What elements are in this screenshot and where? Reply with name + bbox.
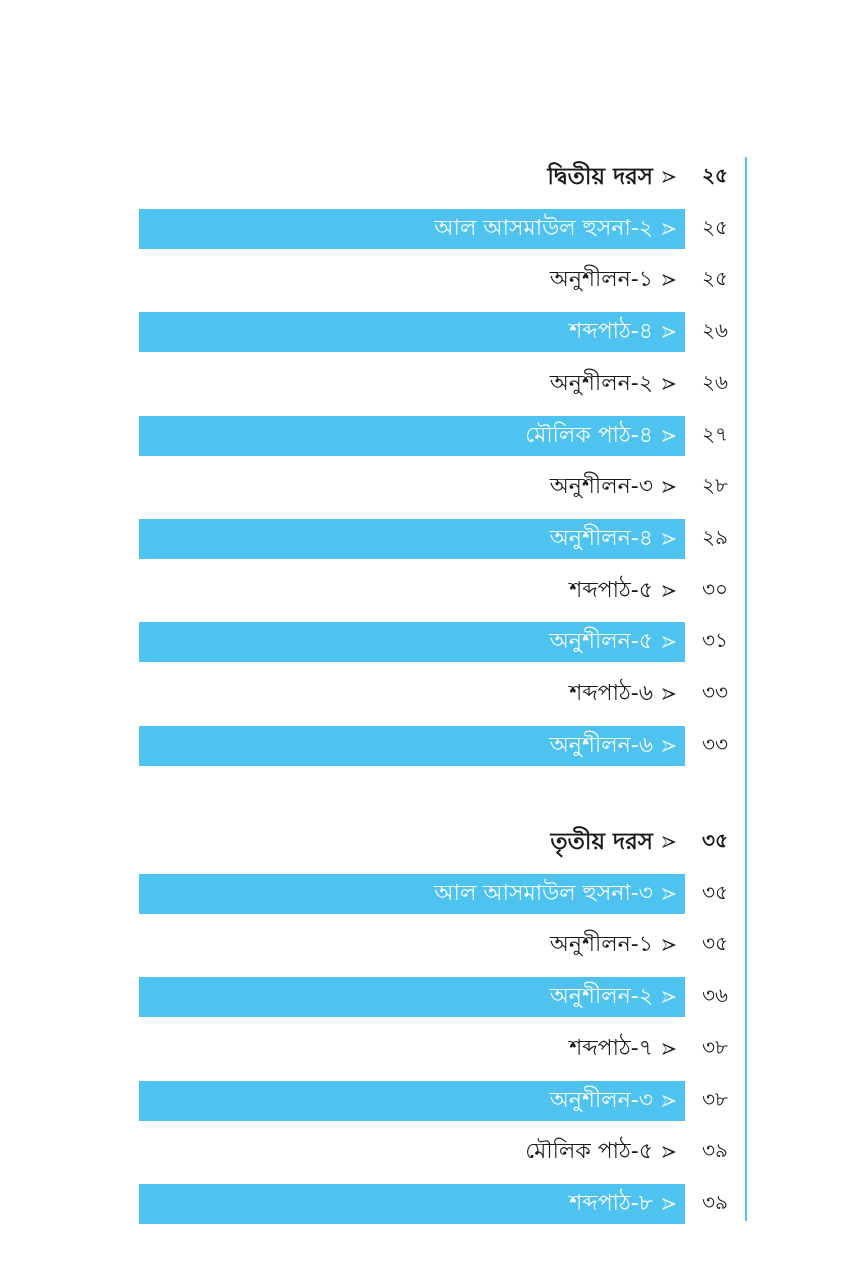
toc-entry-page-number: ২৫ (702, 162, 728, 187)
toc-entry[interactable] (139, 925, 745, 965)
toc-entry[interactable] (139, 1132, 745, 1172)
arrowhead-icon (661, 990, 677, 1004)
arrowhead-icon (661, 635, 677, 649)
arrowhead-icon (661, 938, 677, 952)
toc-entry-page-number: ২৫ (702, 265, 728, 290)
toc-section-heading[interactable] (139, 157, 745, 197)
arrowhead-icon (661, 584, 677, 598)
arrowhead-icon (661, 1197, 677, 1211)
toc-entry[interactable] (139, 726, 745, 766)
toc-entry-title: অনুশীলন-১ (549, 931, 653, 957)
toc-entry-title-cell (139, 874, 685, 914)
toc-entry-page-number: ৩৮ (702, 1086, 728, 1111)
toc-entry-title: অনুশীলন-২ (549, 983, 653, 1009)
toc-entry-title-cell (139, 157, 685, 197)
toc-entry-page-number: ৩৬ (701, 982, 728, 1007)
toc-entry-title-cell (139, 416, 685, 456)
toc-entry-title-cell (139, 822, 685, 862)
arrowhead-icon (661, 1094, 677, 1108)
arrowhead-icon (661, 429, 677, 443)
toc-entry-page-number: ৩১ (702, 627, 728, 652)
toc-entry[interactable] (139, 1184, 745, 1224)
arrowhead-icon (661, 687, 677, 701)
toc-entry-title: মৌলিক পাঠ-৫ (525, 1138, 653, 1164)
toc-entry-page-number: ৩৯ (702, 1189, 728, 1214)
toc-entry-title-cell (139, 1029, 685, 1069)
toc-entry-title-cell (139, 977, 685, 1017)
toc-entry[interactable] (139, 1081, 745, 1121)
toc-entry-page-number: ৩৯ (702, 1137, 728, 1162)
page-number-divider (745, 157, 747, 1221)
arrowhead-icon (661, 1145, 677, 1159)
toc-entry[interactable] (139, 1029, 745, 1069)
toc-entry-title-cell (139, 364, 685, 404)
toc-entry-title: অনুশীলন-৩ (549, 1087, 653, 1113)
toc-entry[interactable] (139, 312, 745, 352)
toc-entry-title-cell (139, 726, 685, 766)
toc-entry-page-number: ২৭ (701, 421, 728, 446)
toc-section-heading[interactable] (139, 822, 745, 862)
arrowhead-icon (661, 377, 677, 391)
toc-entry-title-cell (139, 571, 685, 611)
toc-entry[interactable] (139, 209, 745, 249)
toc-entry-title: অনুশীলন-৩ (549, 473, 653, 499)
toc-entry-title-cell (139, 925, 685, 965)
toc-entry-page-number: ৩৫ (702, 827, 728, 852)
toc-entry-title: শব্দপাঠ-৬ (569, 680, 653, 706)
arrowhead-icon (661, 222, 677, 236)
toc-entry-page-number: ২৫ (702, 214, 728, 239)
arrowhead-icon (661, 273, 677, 287)
toc-entry-title: অনুশীলন-৪ (549, 525, 653, 551)
toc-entry[interactable] (139, 519, 745, 559)
toc-entry[interactable] (139, 467, 745, 507)
toc-entry-page-number: ৩৮ (702, 1034, 728, 1059)
toc-entry-page-number: ২৬ (701, 369, 728, 394)
toc-entry-title: মৌলিক পাঠ-৪ (525, 422, 653, 448)
toc-entry-title-cell (139, 209, 685, 249)
toc-entry-title: অনুশীলন-১ (549, 266, 653, 292)
toc-entry-page-number: ২৯ (702, 524, 728, 549)
toc-entry-title-cell (139, 1132, 685, 1172)
toc-entry[interactable] (139, 674, 745, 714)
toc-entry[interactable] (139, 260, 745, 300)
toc-entry-page-number: ৩৩ (701, 731, 728, 756)
toc-entry[interactable] (139, 874, 745, 914)
toc-entry[interactable] (139, 416, 745, 456)
toc-entry-page-number: ২৬ (701, 317, 728, 342)
toc-entry-page-number: ৩৫ (702, 879, 728, 904)
arrowhead-icon (661, 1042, 677, 1056)
toc-entry-title-cell (139, 674, 685, 714)
toc-entry-title: অনুশীলন-২ (549, 370, 653, 396)
toc-entry[interactable] (139, 364, 745, 404)
arrowhead-icon (661, 480, 677, 494)
toc-entry-title: আল আসমাউল হুসনা-২ (434, 215, 653, 241)
toc-entry-title: শব্দপাঠ-৪ (569, 318, 653, 344)
toc-entry[interactable] (139, 622, 745, 662)
toc-entry-page-number: ৩০ (701, 576, 728, 601)
arrowhead-icon (661, 739, 677, 753)
toc-entry-title: তৃতীয় দরস (550, 828, 653, 855)
toc-entry-title-cell (139, 1184, 685, 1224)
toc-entry-title-cell (139, 519, 685, 559)
arrowhead-icon (661, 835, 677, 849)
toc-entry-title: শব্দপাঠ-৮ (569, 1190, 653, 1216)
arrowhead-icon (661, 887, 677, 901)
toc-entry-title-cell (139, 312, 685, 352)
toc-entry[interactable] (139, 571, 745, 611)
arrowhead-icon (661, 532, 677, 546)
toc-entry-page-number: ৩৫ (702, 930, 728, 955)
toc-entry-title: আল আসমাউল হুসনা-৩ (434, 880, 653, 906)
toc-entry-page-number: ৩৩ (701, 679, 728, 704)
arrowhead-icon (661, 325, 677, 339)
arrowhead-icon (661, 170, 677, 184)
toc-entry-page-number: ২৮ (702, 472, 728, 497)
toc-entry-title-cell (139, 467, 685, 507)
toc-entry-title: দ্বিতীয় দরস (547, 163, 653, 190)
toc-entry[interactable] (139, 977, 745, 1017)
toc-entry-title-cell (139, 622, 685, 662)
toc-entry-title: শব্দপাঠ-৫ (569, 577, 653, 603)
toc-entry-title: অনুশীলন-৫ (549, 628, 653, 654)
toc-entry-title-cell (139, 1081, 685, 1121)
toc-entry-title: শব্দপাঠ-৭ (569, 1035, 653, 1061)
toc-entry-title-cell (139, 260, 685, 300)
toc-entry-title: অনুশীলন-৬ (549, 732, 653, 758)
